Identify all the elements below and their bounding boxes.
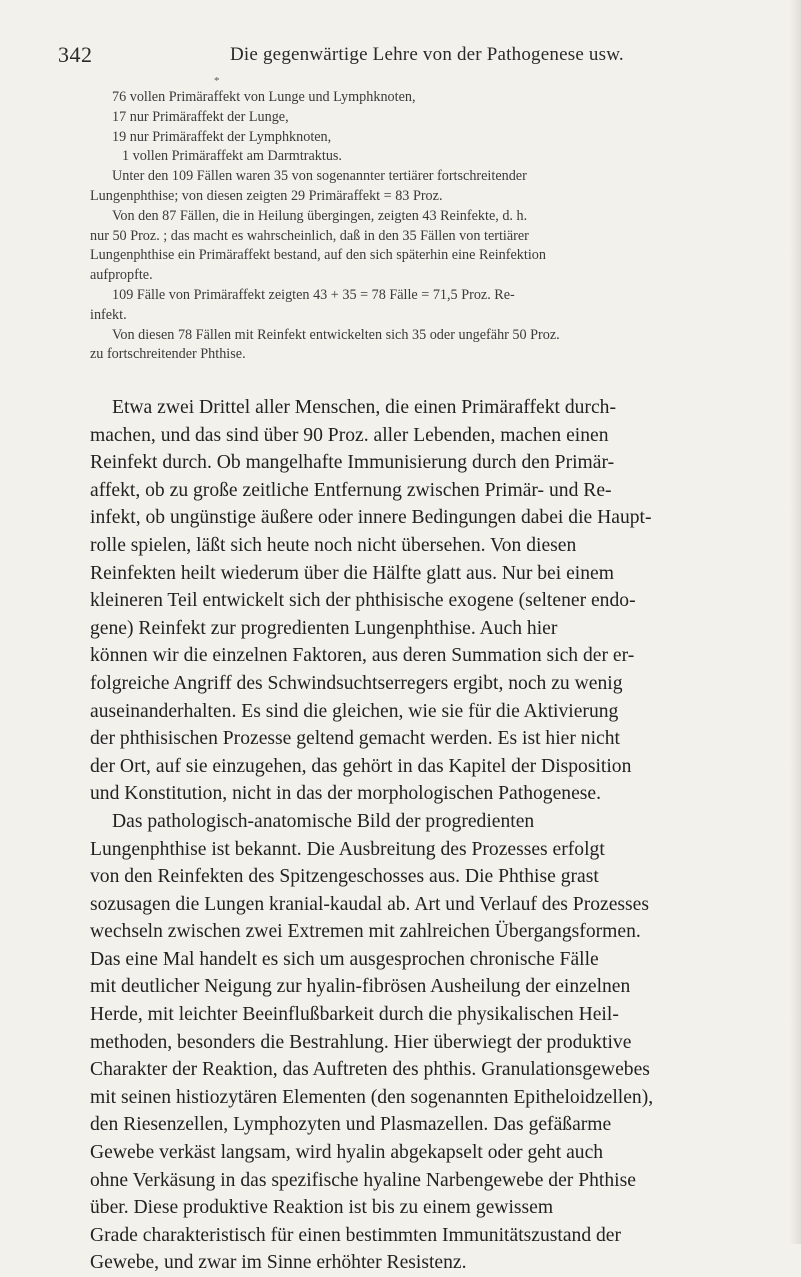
text-line: Reinfekten heilt wiederum über die Hälfte glatt aus. Nur bei einem (90, 562, 614, 584)
stat-line: 19 nur Primäraffekt der Lymphknoten, (112, 128, 332, 145)
text-line: können wir die einzelnen Faktoren, aus deren Summation sich der er- (90, 645, 635, 667)
stat-line: nur 50 Proz. ; das macht es wahrscheinlich, daß in den 35 Fällen von tertiärer (90, 227, 529, 244)
text-line: wechseln zwischen zwei Extremen mit zahlreichen Übergangsformen. (90, 921, 641, 943)
text-line: affekt, ob zu große zeitliche Entfernung zwischen Primär- und Re- (90, 479, 612, 501)
text-line: Etwa zwei Drittel aller Menschen, die einen Primäraffekt durch- (112, 397, 616, 418)
text-line: gene) Reinfekt zur progredienten Lungenphthise. Auch hier (90, 617, 558, 639)
stat-line: 17 nur Primäraffekt der Lunge, (112, 108, 289, 125)
stat-line: 76 vollen Primäraffekt von Lunge und Lymphknoten, (112, 89, 416, 105)
text-line: machen, und das sind über 90 Proz. aller Lebenden, machen einen (90, 424, 609, 446)
text-line: folgreiche Angriff des Schwindsuchtserregers ergibt, noch zu wenig (90, 672, 623, 694)
stat-line: aufpropfte. (90, 267, 153, 284)
text-line: infekt, ob ungünstige äußere oder innere Bedingungen dabei die Haupt- (90, 507, 652, 529)
stat-line: 109 Fälle von Primäraffekt zeigten 43 + 35 = 78 Fälle = 71,5 Proz. Re- (112, 286, 515, 303)
text-line: der Ort, auf sie einzugehen, das gehört in das Kapitel der Disposition (90, 755, 632, 777)
text-line: der phthisischen Prozesse geltend gemacht werden. Es ist hier nicht (90, 728, 620, 750)
text-line: Das eine Mal handelt es sich um ausgesprochen chronische Fälle (90, 948, 599, 970)
text-line: Gewebe, und zwar im Sinne erhöhter Resistenz. (90, 1252, 467, 1274)
text-line: Charakter der Reaktion, das Auftreten des phthis. Granulationsgewebes (90, 1059, 650, 1081)
text-line: Grade charakteristisch für einen bestimmten Immunitätszustand der (90, 1224, 622, 1246)
stat-line: Lungenphthise ein Primäraffekt bestand, auf den sich späterhin eine Reinfektion (90, 247, 546, 264)
page-number: 342 (58, 42, 93, 67)
text-line: methoden, besonders die Bestrahlung. Hier überwiegt der produktive (90, 1031, 632, 1053)
text-line: Herde, mit leichter Beeinflußbarkeit durch die physikalischen Heil- (90, 1004, 619, 1026)
text-line: sozusagen die Lungen kranial-kaudal ab. Art und Verlauf des Prozesses (90, 893, 649, 915)
text-line: Das pathologisch-anatomische Bild der progredienten (112, 810, 535, 832)
text-line: Gewebe verkäst langsam, wird hyalin abgekapselt oder geht auch (90, 1142, 604, 1164)
stat-line: Lungenphthise; von diesen zeigten 29 Primäraffekt = 83 Proz. (90, 187, 443, 204)
stat-line: infekt. (90, 306, 127, 323)
text-line: Lungenphthise ist bekannt. Die Ausbreitung des Prozesses erfolgt (90, 838, 605, 860)
stat-line: Von diesen 78 Fällen mit Reinfekt entwickelten sich 35 oder ungefähr 50 Proz. (112, 326, 560, 343)
text-line: auseinanderhalten. Es sind die gleichen, wie sie für die Aktivierung (90, 700, 619, 722)
page-header (58, 42, 758, 72)
text-line: ohne Verkäsung in das spezifische hyaline Narbengewebe der Phthise (90, 1169, 636, 1191)
stat-line: 1 vollen Primäraffekt am Darmtraktus. (122, 148, 342, 165)
text-line: den Riesenzellen, Lymphozyten und Plasmazellen. Das gefäßarme (90, 1114, 612, 1136)
main-text-block (90, 394, 766, 1277)
stat-line: Von den 87 Fällen, die in Heilung übergingen, zeigten 43 Reinfekte, d. h. (112, 207, 528, 224)
stray-mark: * (214, 75, 220, 87)
text-line: und Konstitution, nicht in das der morphologischen Pathogenese. (90, 783, 601, 805)
text-line: mit deutlicher Neigung zur hyalin-fibrösen Ausheilung der einzelnen (90, 976, 631, 998)
stat-line: Unter den 109 Fällen waren 35 von sogenannter tertiärer fortschreitender (112, 168, 527, 185)
stat-line: zu fortschreitender Phthise. (90, 346, 246, 363)
text-line: rolle spielen, läßt sich heute noch nicht übersehen. Von diesen (90, 534, 577, 556)
text-line: kleineren Teil entwickelt sich der phthisische exogene (seltener endo- (90, 590, 636, 612)
text-line: über. Diese produktive Reaktion ist bis zu einem gewissem (90, 1197, 554, 1219)
text-line: von den Reinfekten des Spitzengeschosses aus. Die Phthise grast (90, 866, 599, 888)
text-line: Reinfekt durch. Ob mangelhafte Immunisierung durch den Primär- (90, 452, 615, 474)
text-line: mit seinen histiozytären Elementen (den sogenannten Epitheloidzellen), (90, 1086, 654, 1108)
page-edge-shadow (789, 0, 801, 1244)
statistics-block (90, 88, 752, 365)
running-head: Die gegenwärtige Lehre von der Pathogenese usw. (230, 44, 624, 65)
